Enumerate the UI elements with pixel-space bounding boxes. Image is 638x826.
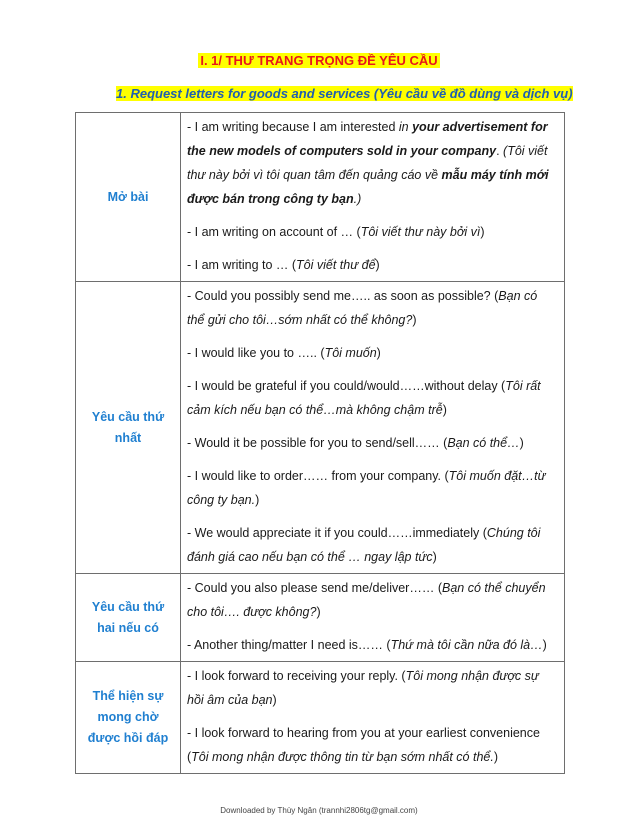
phrase-segment: - I look forward to receiving your reply. ( — [187, 669, 406, 683]
phrase-item — [187, 521, 558, 569]
phrase-segment: - I would like to order…… from your company. ( — [187, 469, 449, 483]
phrase-segment: - I would be grateful if you could/would……without delay ( — [187, 379, 506, 393]
phrase-segment: - Could you also please send me/deliver…… ( — [187, 581, 442, 595]
phrase-segment: - I am writing to … ( — [187, 258, 297, 272]
phrase-segment: - Another thing/matter I need is…… ( — [187, 638, 391, 652]
phrase-segment: ) — [255, 493, 260, 507]
phrase-table — [75, 112, 565, 774]
phrase-item — [187, 576, 558, 624]
section-label: Yêu cầu thứ hai nếu có — [76, 574, 181, 662]
phrase-segment: ) — [375, 258, 380, 272]
document-heading — [0, 52, 638, 70]
phrase-segment: (Tôi viết thư này bởi vì tôi quan tâm đến quảng cáo về — [187, 144, 548, 182]
phrase-segment: in — [398, 120, 413, 134]
section-label: Thể hiện sự mong chờ được hồi đáp — [76, 662, 181, 774]
phrase-segment: Tôi muốn — [324, 346, 377, 360]
phrase-segment: mẫu máy tính mới được bán trong công ty bạn — [187, 168, 549, 206]
phrase-segment: Tôi mong nhận được thông tin từ bạn sớm nhất có thể. — [191, 750, 494, 764]
table-row — [76, 113, 565, 282]
phrase-segment: Bạn có thể… — [447, 436, 520, 450]
phrase-segment: ) — [480, 225, 485, 239]
phrase-item — [187, 431, 558, 455]
phrase-item — [187, 253, 558, 277]
phrase-segment: Tôi muốn đặt…từ công ty bạn. — [187, 469, 546, 507]
phrase-segment: ) — [519, 436, 524, 450]
phrase-segment: Tôi rất cảm kích nếu bạn có thể…mà không chậm trễ — [187, 379, 541, 417]
table-row — [76, 574, 565, 662]
download-footer: Downloaded by Thùy Ngân (trannhi2806tg@gmail.com) — [220, 806, 418, 815]
phrase-item — [187, 374, 558, 422]
phrase-segment: Thứ mà tôi cần nữa đó là… — [390, 638, 543, 652]
document-subheading — [116, 85, 573, 103]
subheading-text: 1. Request letters for goods and services (Yêu cầu về đồ dùng và dịch vụ) — [116, 86, 573, 101]
phrase-segment: - Could you possibly send me….. as soon as possible? ( — [187, 289, 499, 303]
phrase-segment: - I look forward to hearing from you at your earliest convenience ( — [187, 726, 540, 764]
phrase-segment: - Would it be possible for you to send/sell…… ( — [187, 436, 448, 450]
table-row — [76, 662, 565, 774]
phrase-segment: Chúng tôi đánh giá cao nếu bạn có thể … ngay lập tức — [187, 526, 541, 564]
phrase-segment: Bạn có thể chuyển cho tôi…. được không? — [187, 581, 546, 619]
phrase-cell — [181, 113, 565, 282]
phrase-segment: ) — [432, 550, 437, 564]
phrase-item — [187, 664, 558, 712]
heading-text: I. 1/ THƯ TRANG TRỌNG ĐỀ YÊU CẦU — [200, 53, 438, 68]
phrase-segment: .) — [353, 192, 362, 206]
phrase-cell — [181, 662, 565, 774]
phrase-segment: - We would appreciate it if you could……immediately ( — [187, 526, 487, 540]
phrase-segment: Tôi viết thư để — [296, 258, 376, 272]
phrase-item — [187, 633, 558, 657]
phrase-item — [187, 284, 558, 332]
phrase-segment: ) — [272, 693, 277, 707]
section-label: Yêu cầu thứ nhất — [76, 282, 181, 574]
phrase-segment: - I would like you to ….. ( — [187, 346, 325, 360]
phrase-segment: ) — [542, 638, 547, 652]
phrase-segment: . — [496, 144, 504, 158]
phrase-segment: ) — [412, 313, 417, 327]
phrase-segment: ) — [376, 346, 381, 360]
phrase-segment: Bạn có thể gửi cho tôi…sớm nhất có thể không? — [187, 289, 538, 327]
phrase-item — [187, 341, 558, 365]
phrase-item — [187, 464, 558, 512]
phrase-item — [187, 220, 558, 244]
phrase-segment: - I am writing because I am interested — [187, 120, 399, 134]
phrase-segment: - I am writing on account of … ( — [187, 225, 361, 239]
phrase-segment: ) — [493, 750, 498, 764]
phrase-segment: Tôi mong nhận được sự hồi âm của bạn — [187, 669, 539, 707]
phrase-cell — [181, 282, 565, 574]
phrase-segment: your advertisement for the new models of computers sold in your company — [187, 120, 548, 158]
section-label: Mở bài — [76, 113, 181, 282]
phrase-item — [187, 721, 558, 769]
phrase-cell — [181, 574, 565, 662]
phrase-segment: ) — [442, 403, 447, 417]
table-row — [76, 282, 565, 574]
phrase-segment: Tôi viết thư này bởi vì — [360, 225, 481, 239]
phrase-segment: ) — [316, 605, 321, 619]
phrase-item — [187, 115, 558, 211]
